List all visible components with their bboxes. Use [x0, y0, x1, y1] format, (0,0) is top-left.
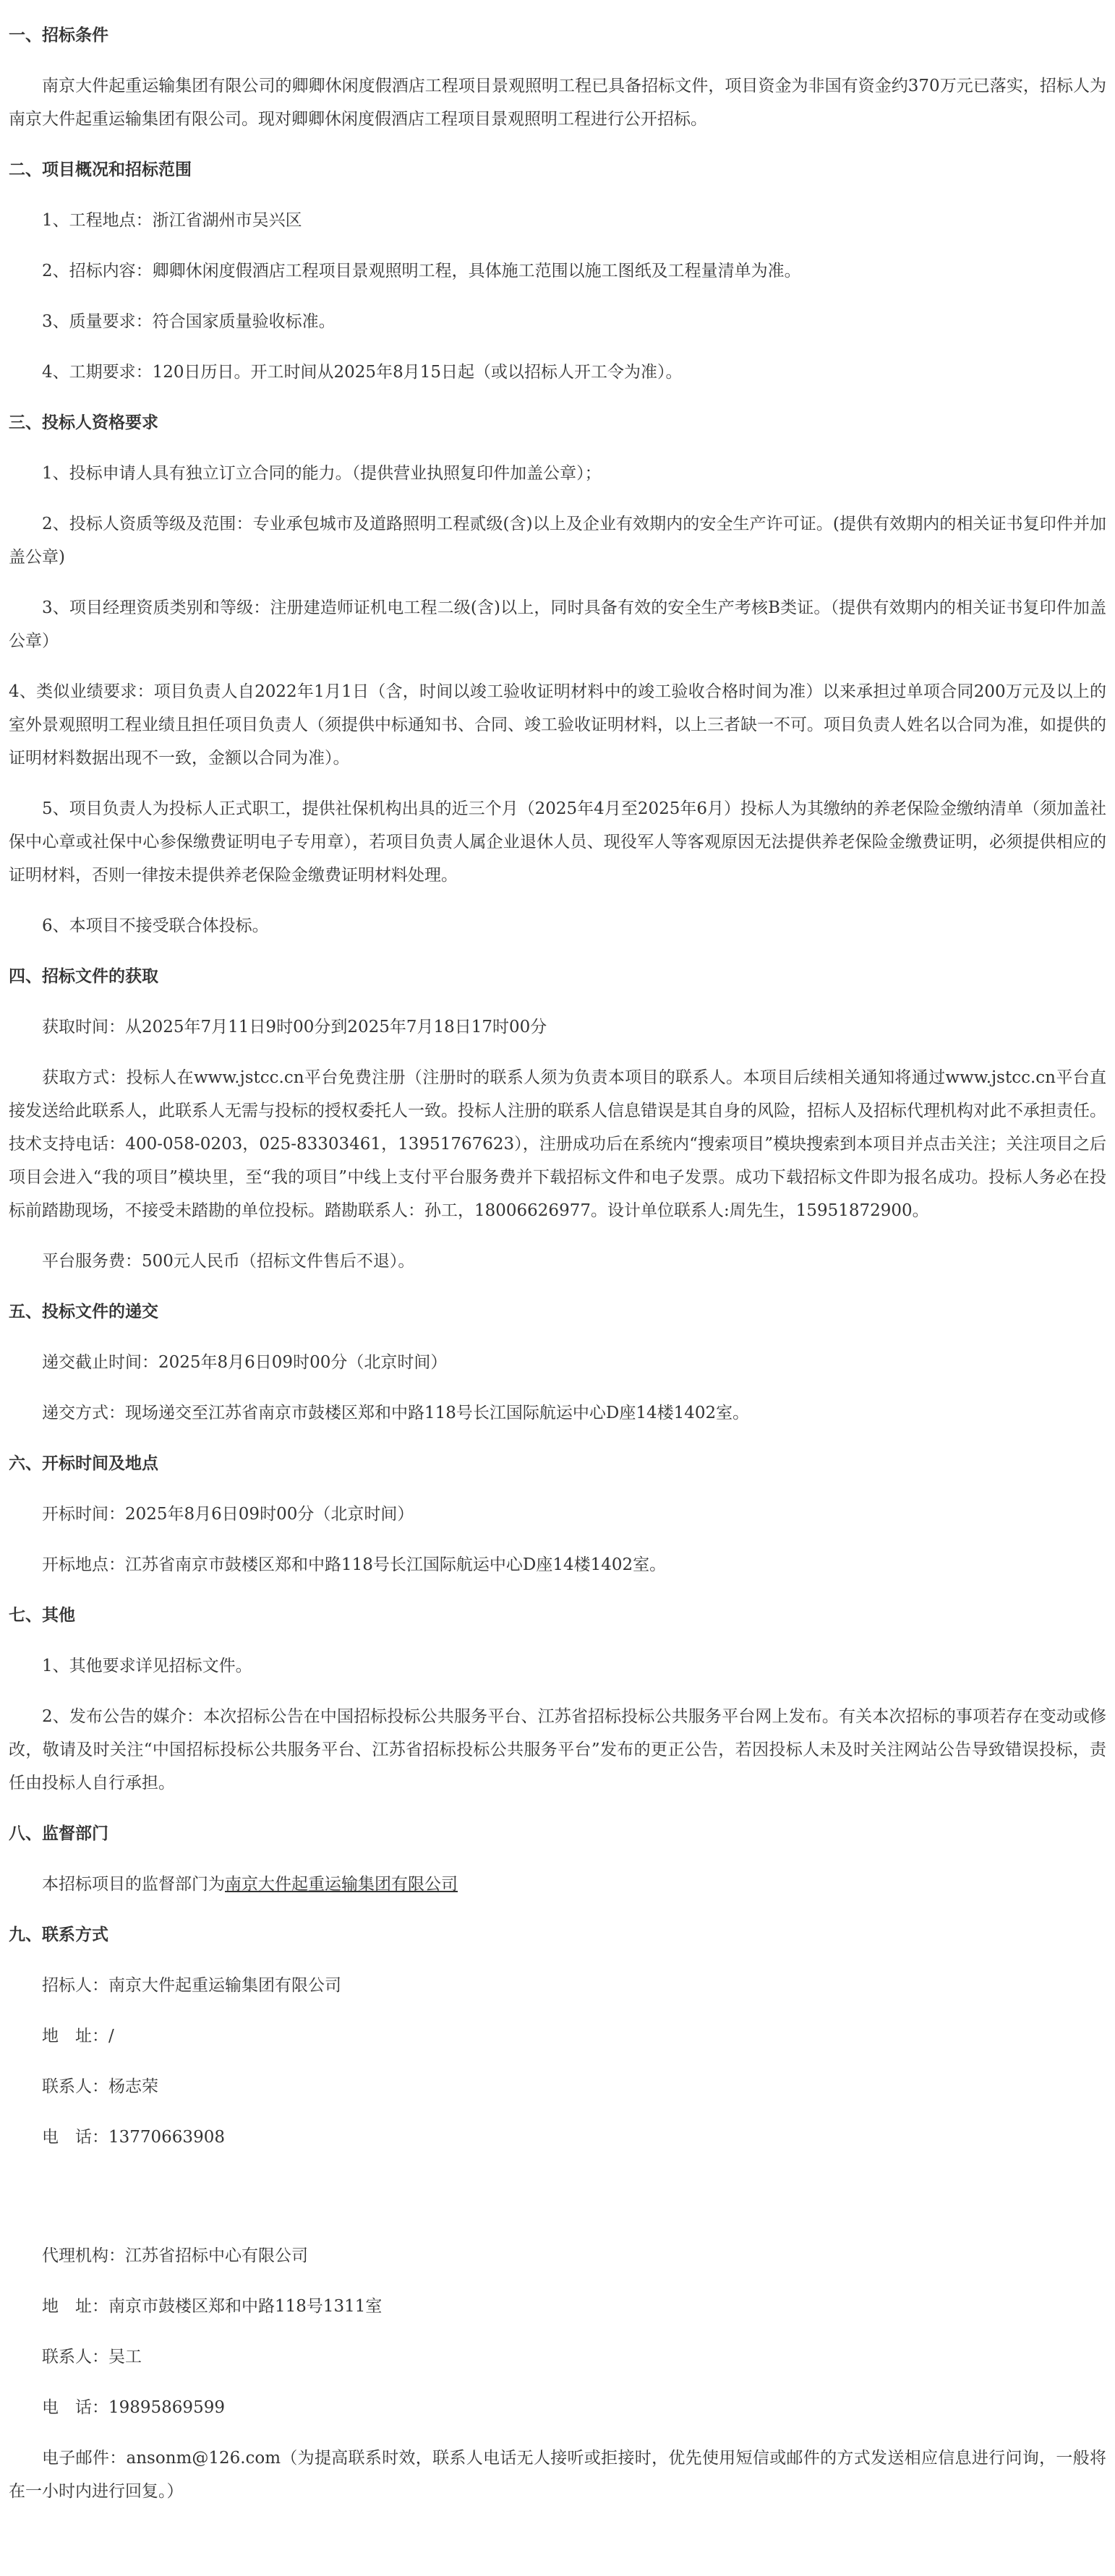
qualification-item-3: 3、项目经理资质类别和等级：注册建造师证机电工程二级(含)以上，同时具备有效的安全生产考核B类证。（提供有效期内的相关证书复印件加盖公章）: [9, 598, 1106, 651]
section-title-bidding-conditions: 一、招标条件: [9, 26, 108, 45]
section-title-bid-opening: 六、开标时间及地点: [9, 1454, 158, 1473]
supervision-department: 南京大件起重运输集团有限公司: [225, 1875, 458, 1894]
submission-deadline: 递交截止时间：2025年8月6日09时00分（北京时间）: [42, 1353, 448, 1372]
qualification-item-4: 4、类似业绩要求：项目负责人自2022年1月1日（含，时间以竣工验收证明材料中的竣工验收合格时间为准）以来承担过单项合同200万元及以上的室外景观照明工程业绩且担任项目负责人（须提供中标通知书、合同、竣工验收证明材料，以上三者缺一不可。项目负责人姓名以合同为准，如提供的证明材料数据出现不一致，金额以合同为准）。: [9, 682, 1106, 768]
section-title-bidder-qualification: 三、投标人资格要求: [9, 413, 158, 432]
qualification-item-6: 6、本项目不接受联合体投标。: [42, 916, 269, 935]
section-title-bid-submission: 五、投标文件的递交: [9, 1302, 158, 1321]
platform-service-fee: 平台服务费：500元人民币（招标文件售后不退）。: [42, 1252, 415, 1271]
agency-phone: 电 话：19895869599: [42, 2398, 225, 2417]
acquisition-method: 获取方式：投标人在www.jstcc.cn平台免费注册（注册时的联系人须为负责本项目的联系人。本项目后续相关通知将通过www.jstcc.cn平台直接发送给此联系人，此联系人无需与投标的授权委托人一致。投标人注册的联系人信息错误是其自身的风险，招标人及招标代理机构对此不承担责任。技术支持电话：400-058-0203，025-83303461，13951767623），注册成功后在系统内“搜索项目”模块搜索到本项目并点击关注；关注项目之后项目会进入“我的项目”模块里，至“我的项目”中线上支付平台服务费并下载招标文件和电子发票。成功下载招标文件即为报名成功。投标人务必在投标前踏勘现场，不接受未踏勘的单位投标。踏勘联系人：孙工，18006626977。设计单位联系人:周先生，15951872900。: [9, 1068, 1106, 1220]
qualification-item-2: 2、投标人资质等级及范围：专业承包城市及道路照明工程贰级(含)以上及企业有效期内的安全生产许可证。(提供有效期内的相关证书复印件并加盖公章): [9, 515, 1106, 567]
tenderer-name: 招标人：南京大件起重运输集团有限公司: [42, 1976, 341, 1995]
submission-method: 递交方式：现场递交至江苏省南京市鼓楼区郑和中路118号长江国际航运中心D座14楼1402室。: [42, 1404, 750, 1422]
supervision-paragraph: [9, 1868, 1106, 1918]
schedule-requirement: 4、工期要求：120日历日。开工时间从2025年8月15日起（或以招标人开工令为准）。: [42, 363, 683, 382]
other-item-1: 1、其他要求详见招标文件。: [42, 1657, 252, 1675]
tenderer-contact: 联系人：杨志荣: [42, 2077, 158, 2096]
agency-email: 电子邮件：ansonm@126.com（为提高联系时效，联系人电话无人接听或拒接时，优先使用短信或邮件的方式发送相应信息进行问询，一般将在一小时内进行回复。）: [9, 2449, 1106, 2501]
tenderer-address: 地 址：/: [42, 2027, 114, 2045]
supervision-prefix: 本招标项目的监督部门为: [42, 1875, 225, 1894]
section-title-document-acquisition: 四、招标文件的获取: [9, 967, 158, 986]
contact-spacer: [9, 2171, 1106, 2239]
section-title-supervision: 八、监督部门: [9, 1824, 108, 1843]
bid-opening-time: 开标时间：2025年8月6日09时00分（北京时间）: [42, 1505, 414, 1524]
acquisition-time: 获取时间：从2025年7月11日9时00分到2025年7月18日17时00分: [42, 1018, 547, 1036]
section-title-project-overview: 二、项目概况和招标范围: [9, 160, 192, 179]
agency-address: 地 址：南京市鼓楼区郑和中路118号1311室: [42, 2297, 383, 2316]
project-location: 1、工程地点：浙江省湖州市吴兴区: [42, 211, 302, 230]
other-item-2: 2、发布公告的媒介：本次招标公告在中国招标投标公共服务平台、江苏省招标投标公共服务平台网上发布。有关本次招标的事项若存在变动或修改，敬请及时关注“中国招标投标公共服务平台、江苏省招标投标公共服务平台”发布的更正公告，若因投标人未及时关注网站公告导致错误投标，责任由投标人自行承担。: [9, 1707, 1106, 1793]
agency-name: 代理机构：江苏省招标中心有限公司: [42, 2246, 308, 2265]
section-title-other: 七、其他: [9, 1606, 75, 1625]
bid-opening-place: 开标地点：江苏省南京市鼓楼区郑和中路118号长江国际航运中心D座14楼1402室。: [42, 1555, 667, 1574]
agency-contact: 联系人：吴工: [42, 2348, 142, 2366]
qualification-item-5: 5、项目负责人为投标人正式职工，提供社保机构出具的近三个月（2025年4月至2025年6月）投标人为其缴纳的养老保险金缴纳清单（须加盖社保中心章或社保中心参保缴费证明电子专用章），若项目负责人属企业退休人员、现役军人等客观原因无法提供养老保险金缴费证明，必须提供相应的证明材料，否则一律按未提供养老保险金缴费证明材料处理。: [9, 799, 1106, 885]
quality-requirement: 3、质量要求：符合国家质量验收标准。: [42, 312, 336, 331]
project-content: 2、招标内容：卿卿休闲度假酒店工程项目景观照明工程，具体施工范围以施工图纸及工程量清单为准。: [42, 262, 801, 280]
qualification-item-1: 1、投标申请人具有独立订立合同的能力。（提供营业执照复印件加盖公章）；: [42, 464, 602, 483]
tenderer-phone: 电 话：13770663908: [42, 2128, 225, 2147]
bidding-conditions-paragraph: 南京大件起重运输集团有限公司的卿卿休闲度假酒店工程项目景观照明工程已具备招标文件，项目资金为非国有资金约370万元已落实，招标人为南京大件起重运输集团有限公司。现对卿卿休闲度假酒店工程项目景观照明工程进行公开招标。: [9, 77, 1106, 129]
section-title-contact: 九、联系方式: [9, 1925, 108, 1944]
